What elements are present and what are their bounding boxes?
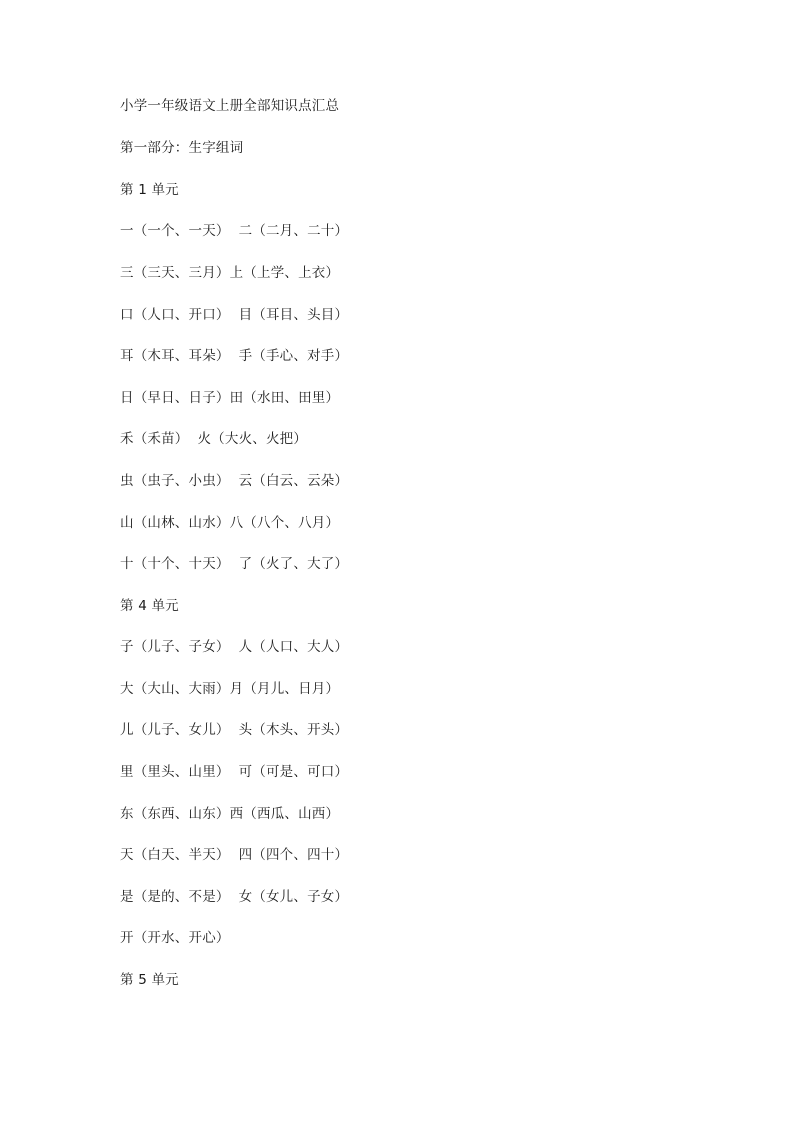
unit-1-line: 禾（禾苗） 火（大火、火把） [120,431,308,447]
unit-4-line: 开（开水、开心） [120,930,230,946]
unit-4-heading: 第 4 单元 [120,598,179,614]
unit-4-line: 子（儿子、子女） 人（人口、大人） [120,639,349,655]
unit-4-line: 里（里头、山里） 可（可是、可口） [120,764,349,780]
unit-1-line: 耳（木耳、耳朵） 手（手心、对手） [120,348,349,364]
unit-4-line: 天（白天、半天） 四（四个、四十） [120,847,349,863]
unit-4-line: 是（是的、不是） 女（女儿、子女） [120,889,349,905]
unit-1-line: 十（十个、十天） 了（火了、大了） [120,556,349,572]
part-heading: 第一部分：生字组词 [120,140,244,156]
unit-1-line: 虫（虫子、小虫） 云（白云、云朵） [120,473,349,489]
unit-1-heading: 第 1 单元 [120,182,179,198]
document-title: 小学一年级语文上册全部知识点汇总 [120,98,340,114]
unit-4-line: 东（东西、山东）西（西瓜、山西） [120,806,340,822]
unit-1-line: 日（早日、日子）田（水田、田里） [120,390,340,406]
unit-1-line: 三（三天、三月）上（上学、上衣） [120,265,340,281]
unit-4-line: 大（大山、大雨）月（月儿、日月） [120,681,340,697]
unit-1-line: 山（山林、山水）八（八个、八月） [120,515,340,531]
unit-5-heading: 第 5 单元 [120,972,179,988]
unit-4-line: 儿（儿子、女儿） 头（木头、开头） [120,722,349,738]
unit-1-line: 口（人口、开口） 目（耳目、头目） [120,307,349,323]
unit-1-line: 一（一个、一天） 二（二月、二十） [120,223,349,239]
